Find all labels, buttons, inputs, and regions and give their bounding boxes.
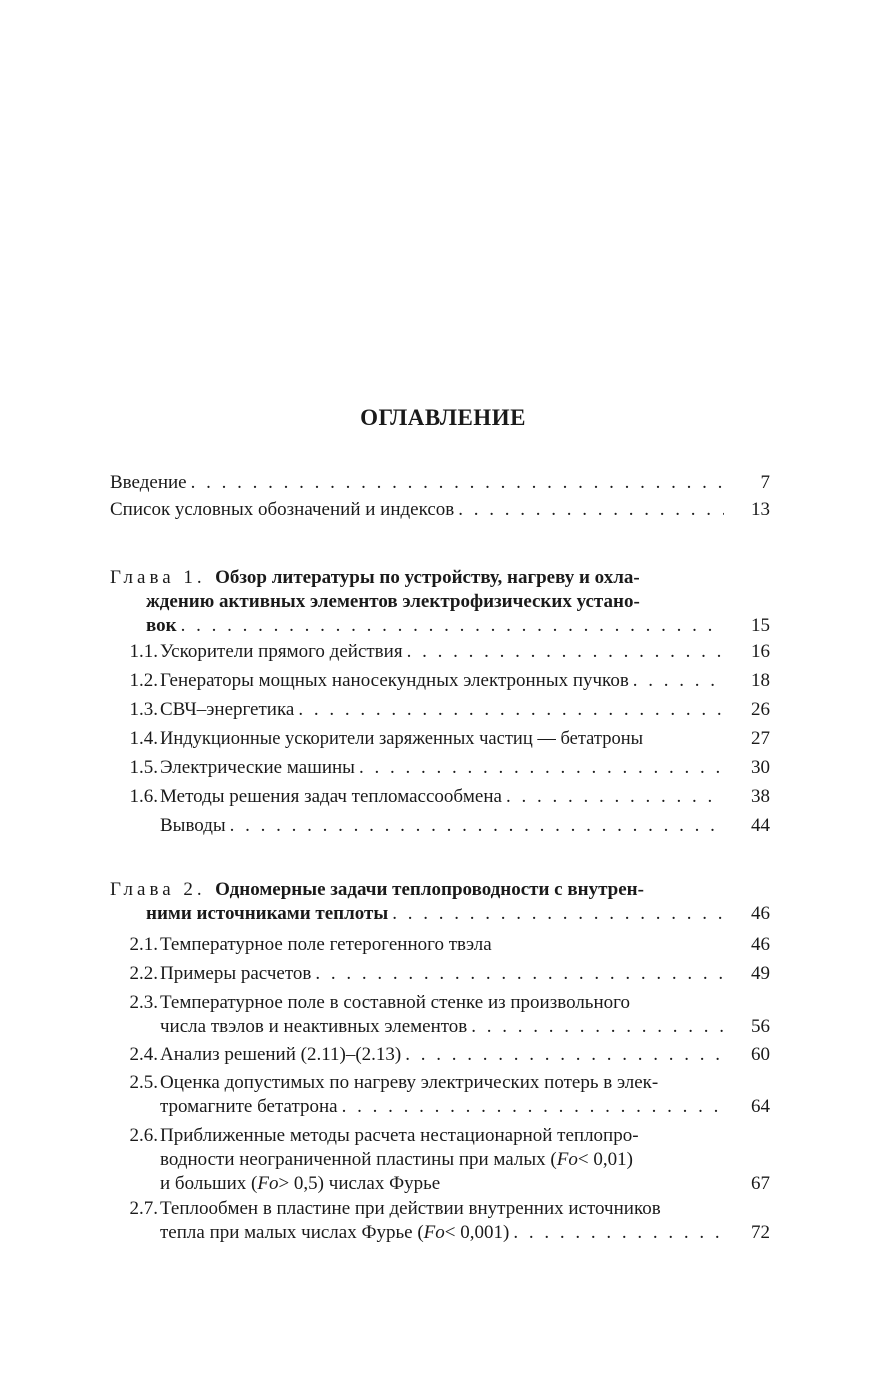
dot-leader — [191, 471, 724, 495]
dot-leader — [392, 902, 724, 926]
toc-section-2-6[interactable] — [110, 1124, 770, 1196]
section-label: водности неограниченной пластины при малых ( — [160, 1149, 557, 1170]
section-label: > 0,5) числах Фурье — [278, 1173, 441, 1194]
section-number: 2.3. — [129, 992, 158, 1013]
toc-chapter-2[interactable] — [110, 878, 770, 926]
section-label: < 0,01) — [577, 1149, 633, 1170]
section-label: тепла при малых числах Фурье ( — [160, 1222, 424, 1243]
section-label: < 0,001) — [444, 1222, 510, 1243]
entry-label: Список условных обозначений и индексов — [110, 499, 455, 520]
section-number: 1.2. — [129, 670, 158, 691]
section-label: тромагните бетатрона — [160, 1096, 338, 1117]
entry-page: 44 — [751, 815, 770, 836]
section-label: Температурное поле в составной стенке из произвольного — [160, 992, 630, 1013]
toc-section-2-1[interactable] — [110, 933, 770, 957]
entry-page: 38 — [751, 786, 770, 807]
entry-page: 13 — [751, 499, 770, 520]
section-label: СВЧ–энергетика — [160, 699, 295, 720]
entry-page: 56 — [751, 1016, 770, 1037]
section-label: Приближенные методы расчета нестационарной теплопро- — [160, 1125, 639, 1146]
chapter-title-line: ждению активных элементов электрофизических устано- — [146, 591, 640, 612]
dot-leader — [405, 1043, 724, 1067]
section-number: 1.3. — [129, 699, 158, 720]
dot-leader — [342, 1095, 724, 1119]
section-label: Методы решения задач тепломассообмена — [160, 786, 502, 807]
entry-page: 67 — [751, 1173, 770, 1194]
dot-leader — [407, 640, 724, 664]
toc-section-2-3[interactable] — [110, 991, 770, 1039]
dot-leader — [471, 1015, 724, 1039]
section-number: 2.5. — [129, 1072, 158, 1093]
section-number: 1.6. — [129, 786, 158, 807]
entry-page: 26 — [751, 699, 770, 720]
section-label: Генераторы мощных наносекундных электронных пучков — [160, 670, 629, 691]
section-label: Анализ решений (2.11)–(2.13) — [160, 1044, 402, 1065]
entry-page: 15 — [751, 615, 770, 636]
chapter-title-line: Одномерные задачи теплопроводности с внутрен- — [215, 879, 644, 900]
toc-section-1-3[interactable] — [110, 698, 770, 722]
toc-entry-symbols[interactable] — [110, 498, 770, 522]
entry-page: 27 — [751, 728, 770, 749]
toc-section-1-conclusions[interactable] — [110, 814, 770, 838]
section-label: Электрические машины — [160, 757, 355, 778]
dot-leader — [633, 669, 724, 693]
entry-page: 72 — [751, 1222, 770, 1243]
page-title: ОГЛАВЛЕНИЕ — [360, 405, 526, 430]
chapter-word: Глава 1. — [110, 567, 206, 588]
toc-section-1-1[interactable] — [110, 640, 770, 664]
dot-leader — [315, 962, 724, 986]
dot-leader — [458, 498, 724, 522]
section-number: 2.1. — [129, 934, 158, 955]
toc-section-2-4[interactable] — [110, 1043, 770, 1067]
fourier-symbol: Fo — [257, 1173, 279, 1194]
section-label: числа твэлов и неактивных элементов — [160, 1016, 468, 1037]
section-label: и больших ( — [160, 1173, 258, 1194]
entry-page: 46 — [751, 934, 770, 955]
section-label: Индукционные ускорители заряженных частиц — бетатроны — [160, 729, 644, 749]
dot-leader — [230, 814, 724, 838]
toc-section-2-5[interactable] — [110, 1071, 770, 1119]
chapter-title-line: ними источниками теплоты — [146, 903, 389, 924]
entry-page: 30 — [751, 757, 770, 778]
entry-page: 16 — [751, 641, 770, 662]
section-number: 1.5. — [129, 757, 158, 778]
section-number: 2.4. — [129, 1044, 158, 1065]
section-label: Ускорители прямого действия — [160, 641, 403, 662]
chapter-title-line: вок — [146, 615, 177, 636]
toc-section-2-7[interactable] — [110, 1197, 770, 1245]
dot-leader — [506, 785, 724, 809]
toc-section-1-5[interactable] — [110, 756, 770, 780]
entry-page: 46 — [751, 903, 770, 924]
dot-leader — [359, 756, 724, 780]
toc-section-1-2[interactable] — [110, 669, 770, 693]
entry-page: 18 — [751, 670, 770, 691]
section-number: 2.2. — [129, 963, 158, 984]
section-number: 1.1. — [129, 641, 158, 662]
section-label: Теплообмен в пластине при действии внутренних источников — [160, 1198, 661, 1219]
entry-page: 7 — [760, 472, 770, 493]
chapter-word: Глава 2. — [110, 879, 206, 900]
toc-section-2-2[interactable] — [110, 962, 770, 986]
chapter-title-line: Обзор литературы по устройству, нагреву и охла- — [215, 567, 640, 588]
toc-chapter-1[interactable] — [110, 566, 770, 638]
toc-section-1-4[interactable] — [110, 727, 770, 751]
fourier-symbol: Fo — [423, 1222, 445, 1243]
dot-leader — [298, 698, 724, 722]
section-label: Оценка допустимых по нагреву электрических потерь в элек- — [160, 1072, 659, 1093]
dot-leader — [181, 614, 724, 638]
entry-label: Введение — [110, 472, 187, 493]
entry-page: 49 — [751, 963, 770, 984]
section-number: 1.4. — [129, 728, 158, 749]
entry-page: 60 — [751, 1044, 770, 1065]
entry-page: 64 — [751, 1096, 770, 1117]
dot-leader — [513, 1221, 724, 1245]
section-label: Выводы — [160, 815, 226, 836]
section-label: Температурное поле гетерогенного твэла — [160, 934, 492, 955]
section-number: 2.7. — [129, 1198, 158, 1219]
toc-section-1-6[interactable] — [110, 785, 770, 809]
section-number: 2.6. — [129, 1125, 158, 1146]
fourier-symbol: Fo — [556, 1149, 578, 1170]
section-label: Примеры расчетов — [160, 963, 312, 984]
toc-entry-intro[interactable] — [110, 471, 770, 495]
